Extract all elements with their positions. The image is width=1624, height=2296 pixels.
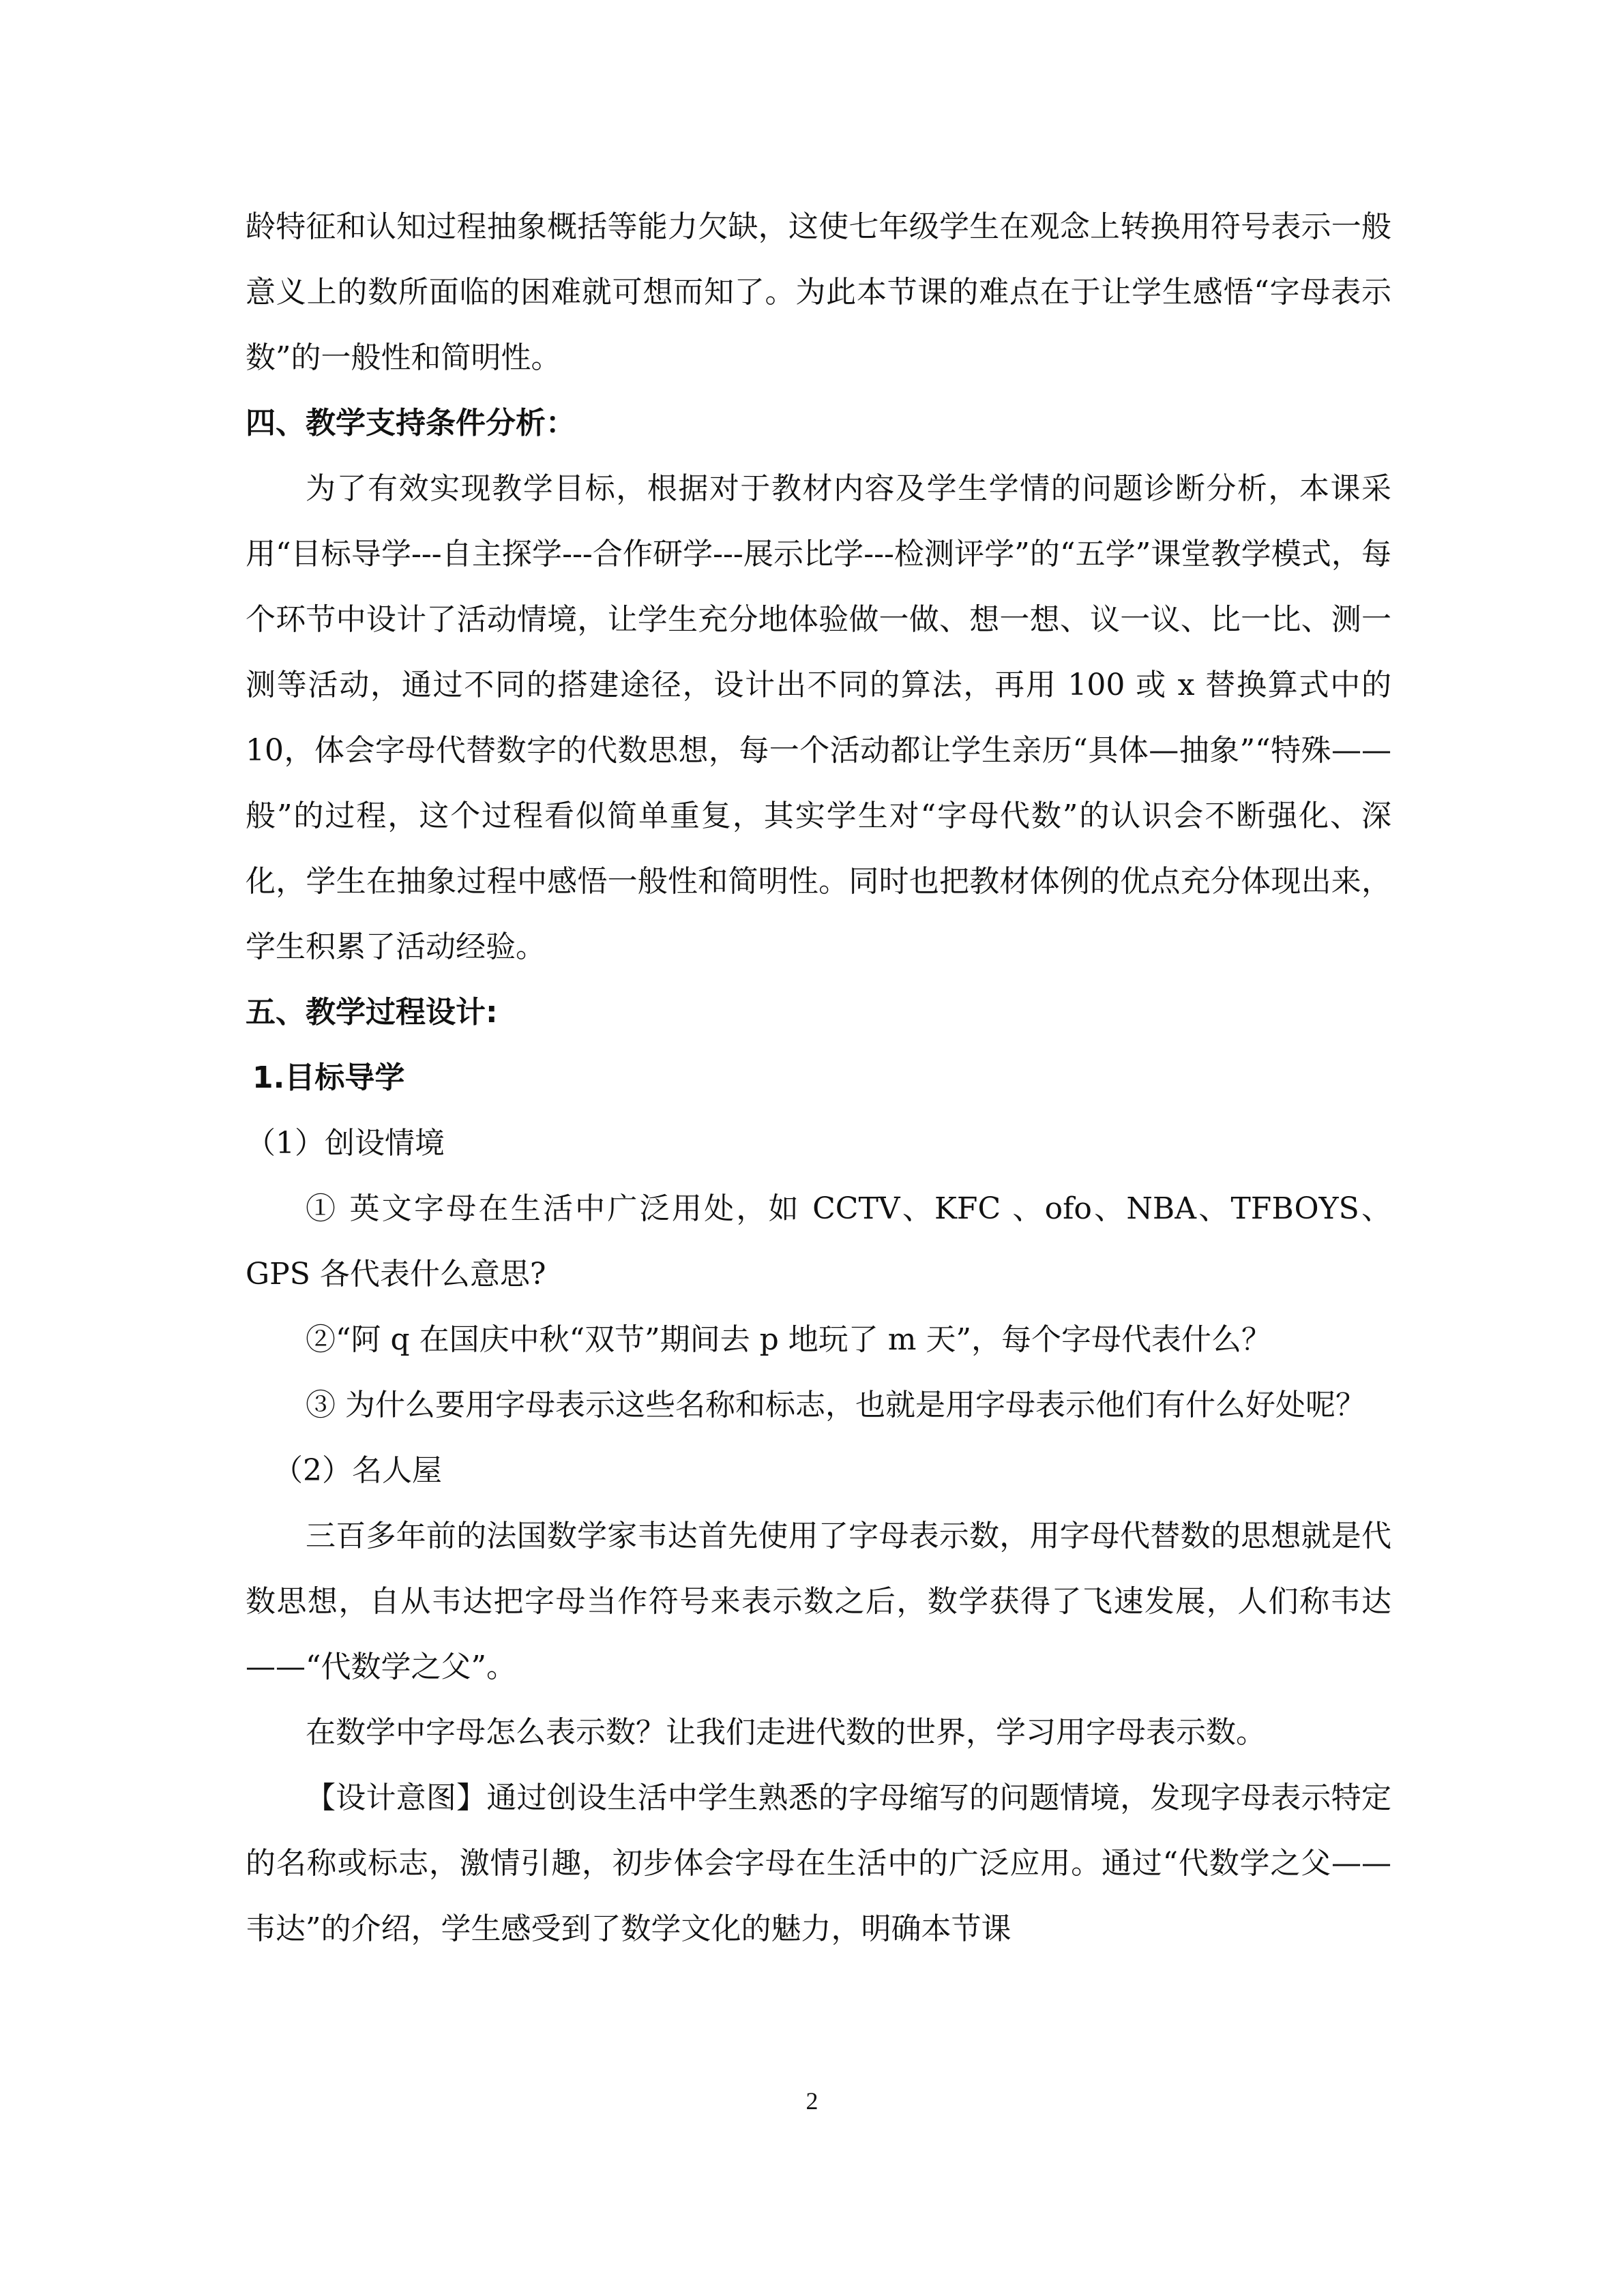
question-3: ③ 为什么要用字母表示这些名称和标志，也就是用字母表示他们有什么好处呢？ (306, 1388, 1365, 1422)
paragraph-enter-algebra: 在数学中字母怎么表示数？让我们走进代数的世界，学习用字母表示数。 (306, 1715, 1266, 1750)
sub-item-create-situation: （1）创设情境 (246, 1126, 445, 1161)
section-heading-4: 四、教学支持条件分析： (246, 406, 576, 441)
paragraph-vieta: 三百多年前的法国数学家韦达首先使用了字母表示数，用字母代替数的思想就是代数思想，自从韦达把字母当作符号来表示数之后，数学获得了飞速发展，人们称韦达——“代数学之父”。 (246, 1519, 1391, 1684)
question-2: ②“阿 q 在国庆中秋“双节”期间去 p 地玩了 m 天”，每个字母代表什么？ (306, 1322, 1271, 1357)
document-page (246, 194, 1391, 1962)
subsection-heading-1: 1.目标导学 (252, 1060, 405, 1095)
sub-item-celebrity-house: （2）名人屋 (273, 1453, 442, 1488)
page-number: 2 (806, 2087, 818, 2115)
section-heading-5: 五、教学过程设计: (246, 995, 498, 1030)
paragraph-support-conditions: 为了有效实现教学目标，根据对于教材内容及学生学情的问题诊断分析，本课采用“目标导学---自主探学---合作研学---展示比学---检测评学”的“五学”课堂教学模式，每个环节中设计了活动情境，让学生充分地体验做一做、想一想、议一议、比一比、测一测等活动，通过不同的搭建途径，设计出不同的算法，再用 100 或 x 替换算式中的 10，体会字母代替数字的代数思想，每一个活动都让学生亲历“具体—抽象”“特殊——般”的过程，这个过程看似简单重复，其实学生对“字母代数”的认识会不断强化、深化，学生在抽象过程中感悟一般性和简明性。同时也把教材体例的优点充分体现出来，学生积累了活动经验。 (246, 471, 1391, 964)
question-1: ① 英文字母在生活中广泛用处，如 CCTV、KFC 、ofo、NBA、TFBOYS、GPS 各代表什么意思? (246, 1191, 1391, 1292)
paragraph-design-intent: 【设计意图】通过创设生活中学生熟悉的字母缩写的问题情境，发现字母表示特定的名称或标志，激情引趣，初步体会字母在生活中的广泛应用。通过“代数学之父——韦达”的介绍，学生感受到了数学文化的魅力，明确本节课 (246, 1780, 1391, 1946)
paragraph-difficulty: 龄特征和认知过程抽象概括等能力欠缺，这使七年级学生在观念上转换用符号表示一般意义上的数所面临的困难就可想而知了。为此本节课的难点在于让学生感悟“字母表示数”的一般性和简明性。 (246, 209, 1391, 375)
